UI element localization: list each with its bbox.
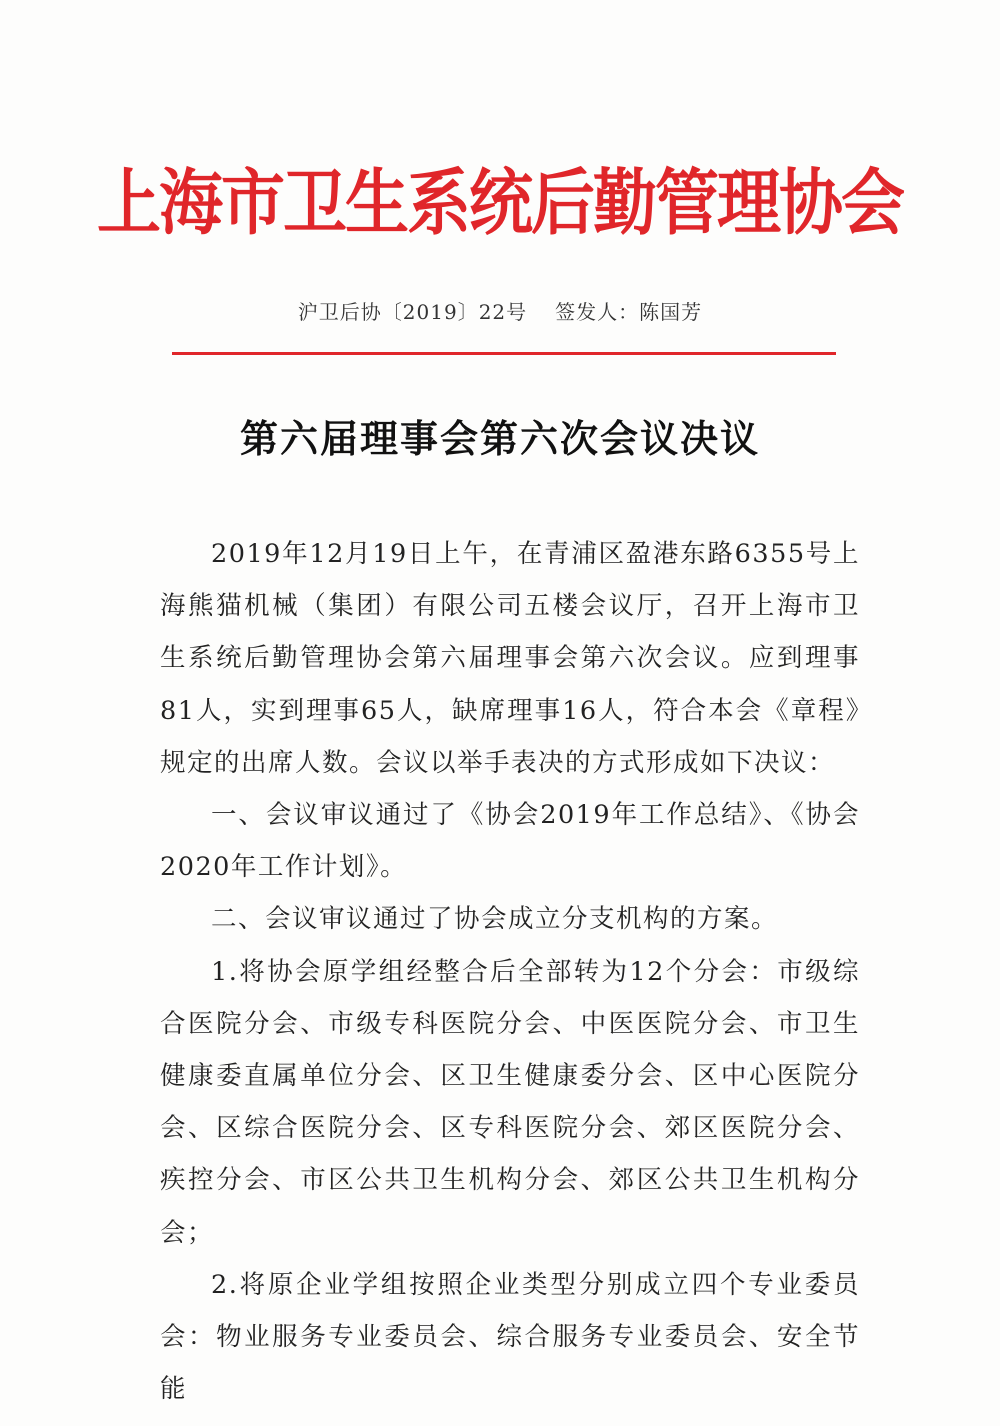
document-number: 沪卫后协〔2019〕22号: [297, 300, 528, 324]
issuer: 签发人：陈国芳: [555, 300, 703, 324]
body-paragraph: 1.将协会原学组经整合后全部转为12个分会：市级综合医院分会、市级专科医院分会、中医医院分会、市卫生健康委直属单位分会、区卫生健康委分会、区中心医院分会、区综合医院分会、区专科医院分会、郊区医院分会、疾控分会、市区公共卫生机构分会、郊区公共卫生机构分会；: [160, 956, 860, 1248]
document-title: 第六届理事会第六次会议决议: [239, 417, 760, 461]
body-paragraph: 一、会议审议通过了《协会2019年工作总结》、《协会2020年工作计划》。: [160, 800, 860, 883]
letterhead-organization-name: 上海市卫生系统后勤管理协会: [97, 161, 903, 246]
document-body: [160, 528, 860, 1415]
body-paragraph: 2.将原企业学组按照企业类型分别成立四个专业委员会：物业服务专业委员会、综合服务专业委员会、安全节能: [160, 1269, 860, 1405]
document-number-line: [0, 296, 1000, 325]
body-paragraph: 2019年12月19日上午，在青浦区盈港东路6355号上海熊猫机械（集团）有限公司五楼会议厅，召开上海市卫生系统后勤管理协会第六届理事会第六次会议。应到理事81人，实到理事65人，缺席理事16人，符合本会《章程》规定的出席人数。会议以举手表决的方式形成如下决议：: [160, 539, 860, 778]
body-paragraph: 二、会议审议通过了协会成立分支机构的方案。: [211, 904, 779, 935]
red-divider-line: [172, 352, 836, 355]
